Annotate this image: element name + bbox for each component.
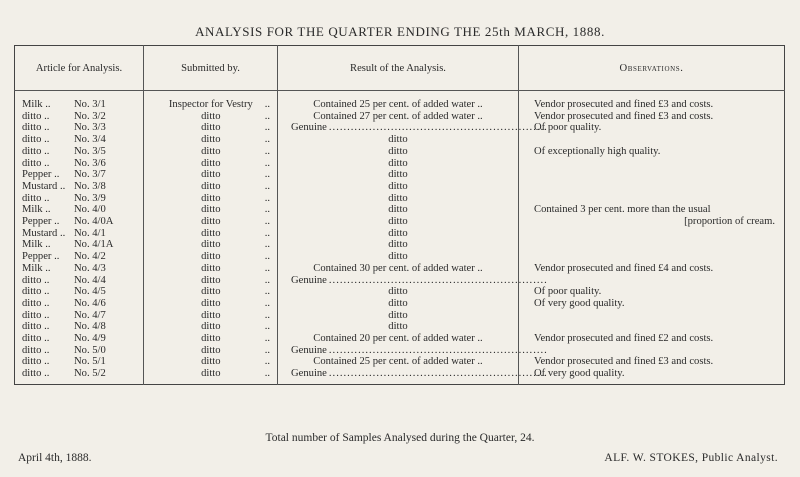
table-row xyxy=(15,275,785,287)
leader-dots: .. xyxy=(264,216,270,228)
sample-number: No. 3/9 xyxy=(74,192,106,204)
leader-dots: .. xyxy=(264,157,270,169)
header-observations: Observations. xyxy=(519,46,785,91)
article-cell xyxy=(15,122,144,134)
leader-dots: .. xyxy=(264,239,270,251)
table-row xyxy=(15,216,785,228)
submitted-by: ditto xyxy=(201,297,221,309)
result-text: ditto xyxy=(388,251,408,263)
result-cell xyxy=(278,321,519,333)
submitted-by: ditto xyxy=(201,157,221,169)
submitted-cell xyxy=(144,286,278,298)
submitted-by: ditto xyxy=(201,192,221,204)
leader-dots: .. xyxy=(264,274,270,286)
table-body xyxy=(15,91,785,385)
result-cell xyxy=(278,368,548,384)
result-cell xyxy=(278,228,519,240)
submitted-by: ditto xyxy=(201,368,221,380)
observation-text: Vendor prosecuted and fined £3 and costs. xyxy=(534,110,714,122)
total-samples: Total number of Samples Analysed during the Quarter, 24. xyxy=(265,432,535,444)
result-cell xyxy=(278,122,548,134)
submitted-by: ditto xyxy=(201,321,221,333)
observation-cell xyxy=(519,368,785,384)
result-cell xyxy=(278,181,519,193)
observation-cell xyxy=(519,310,785,322)
leader-dots: ............................................................ xyxy=(328,344,548,356)
article-cell xyxy=(15,251,144,263)
submitted-cell xyxy=(144,298,278,310)
sample-number: No. 4/1 xyxy=(74,227,106,239)
submitted-cell xyxy=(144,193,278,205)
table-row xyxy=(15,333,785,345)
observation-text: Of poor quality. xyxy=(534,286,602,298)
result-cell xyxy=(278,158,519,170)
submitted-cell xyxy=(144,99,278,111)
article-cell xyxy=(15,275,144,287)
submitted-by: ditto xyxy=(201,180,221,192)
result-cell xyxy=(278,356,519,368)
submitted-by: ditto xyxy=(201,204,221,216)
sample-number: No. 4/0A xyxy=(74,216,114,228)
article-name: ditto .. xyxy=(22,356,50,368)
result-cell xyxy=(278,204,519,216)
article-cell xyxy=(15,321,144,333)
leader-dots: .. xyxy=(264,286,270,298)
observation-cell xyxy=(519,122,785,134)
article-name: Pepper .. xyxy=(22,169,60,181)
sample-number: No. 5/0 xyxy=(74,344,106,356)
submitted-cell xyxy=(144,169,278,181)
result-text: ditto xyxy=(388,239,408,251)
result-cell xyxy=(278,344,548,357)
submitted-by: ditto xyxy=(201,145,221,157)
submitted-cell xyxy=(144,368,278,384)
result-text: ditto xyxy=(388,321,408,333)
result-cell xyxy=(278,274,548,287)
submitted-cell xyxy=(144,146,278,158)
sample-number: No. 4/3 xyxy=(74,262,106,274)
result-cell xyxy=(278,169,519,181)
result-cell xyxy=(278,146,519,158)
submitted-by: ditto xyxy=(201,169,221,181)
sample-number: No. 4/4 xyxy=(74,274,106,286)
table-header-row xyxy=(15,46,785,91)
article-name: ditto .. xyxy=(22,368,50,380)
observation-text: Of exceptionally high quality. xyxy=(534,145,661,157)
article-cell xyxy=(15,298,144,310)
submitted-cell xyxy=(144,134,278,146)
leader-dots: .. xyxy=(264,169,270,181)
article-cell xyxy=(15,228,144,240)
observation-text: Of very good quality. xyxy=(534,297,625,309)
observation-cell xyxy=(519,286,785,298)
submitted-by: ditto xyxy=(201,309,221,321)
observation-text: Vendor prosecuted and fined £3 and costs. xyxy=(534,99,714,110)
leader-dots: ............................................................ xyxy=(328,122,548,134)
leader-dots: .. xyxy=(264,145,270,157)
sample-number: No. 4/6 xyxy=(74,297,106,309)
article-name: ditto .. xyxy=(22,297,50,309)
observation-cell xyxy=(519,99,785,111)
article-name: ditto .. xyxy=(22,321,50,333)
leader-dots: .. xyxy=(264,251,270,263)
article-cell xyxy=(15,263,144,275)
submitted-cell xyxy=(144,158,278,170)
observation-cell xyxy=(519,146,785,158)
observation-text: Vendor prosecuted and fined £2 and costs. xyxy=(534,333,714,345)
table-row xyxy=(15,146,785,158)
submitted-cell xyxy=(144,111,278,123)
article-cell xyxy=(15,158,144,170)
leader-dots: .. xyxy=(264,309,270,321)
table-row xyxy=(15,356,785,368)
submitted-cell xyxy=(144,321,278,333)
article-cell xyxy=(15,181,144,193)
table-row xyxy=(15,158,785,170)
result-text: Contained 20 per cent. of added water .. xyxy=(313,333,483,345)
article-cell xyxy=(15,204,144,216)
submitted-cell xyxy=(144,122,278,134)
result-text: ditto xyxy=(388,157,408,169)
article-name: Milk .. xyxy=(22,262,51,274)
result-text: Genuine xyxy=(291,122,327,134)
observation-cell xyxy=(519,321,785,333)
observation-cell xyxy=(519,356,785,368)
header-article: Article for Analysis. xyxy=(15,46,144,91)
result-cell xyxy=(278,111,519,123)
table-row xyxy=(15,99,785,111)
table-row xyxy=(15,204,785,216)
observation-cell xyxy=(519,134,785,146)
report-date: April 4th, 1888. xyxy=(18,452,92,464)
observation-cell xyxy=(519,111,785,123)
article-name: Milk .. xyxy=(22,99,51,110)
leader-dots: .. xyxy=(264,262,270,274)
table-row xyxy=(15,286,785,298)
article-cell xyxy=(15,146,144,158)
leader-dots: ............................................................ xyxy=(328,368,548,380)
sample-number: No. 3/1 xyxy=(74,99,106,110)
article-cell xyxy=(15,368,144,384)
observation-cell xyxy=(519,204,785,216)
article-cell xyxy=(15,216,144,228)
result-text: ditto xyxy=(388,192,408,204)
article-cell xyxy=(15,286,144,298)
table-row xyxy=(15,122,785,134)
article-name: Pepper .. xyxy=(22,251,60,263)
article-name: ditto .. xyxy=(22,122,50,134)
submitted-cell xyxy=(144,204,278,216)
leader-dots: .. xyxy=(264,368,270,380)
observation-cell xyxy=(519,345,785,357)
observation-cell xyxy=(519,228,785,240)
result-cell xyxy=(278,216,519,228)
observation-text: [proportion of cream. xyxy=(684,216,775,228)
table-row xyxy=(15,169,785,181)
sample-number: No. 4/7 xyxy=(74,309,106,321)
result-cell xyxy=(278,239,519,251)
observation-text: Of poor quality. xyxy=(534,122,602,134)
sample-number: No. 3/4 xyxy=(74,134,106,146)
submitted-by: ditto xyxy=(201,262,221,274)
observation-cell xyxy=(519,263,785,275)
article-name: ditto .. xyxy=(22,344,50,356)
observation-cell xyxy=(519,193,785,205)
submitted-cell xyxy=(144,356,278,368)
submitted-cell xyxy=(144,216,278,228)
article-cell xyxy=(15,239,144,251)
result-text: ditto xyxy=(388,309,408,321)
leader-dots: .. xyxy=(264,321,270,333)
table-row xyxy=(15,193,785,205)
leader-dots: .. xyxy=(264,192,270,204)
submitted-by: ditto xyxy=(201,286,221,298)
result-text: Contained 27 per cent. of added water .. xyxy=(313,110,483,122)
result-text: Genuine xyxy=(291,344,327,356)
submitted-cell xyxy=(144,251,278,263)
sample-number: No. 4/2 xyxy=(74,251,106,263)
leader-dots: .. xyxy=(264,134,270,146)
leader-dots: ............................................................ xyxy=(328,274,548,286)
leader-dots: .. xyxy=(264,297,270,309)
table-row xyxy=(15,345,785,357)
result-text: ditto xyxy=(388,180,408,192)
result-text: ditto xyxy=(388,145,408,157)
result-cell xyxy=(278,193,519,205)
observation-cell xyxy=(519,298,785,310)
submitted-cell xyxy=(144,239,278,251)
article-cell xyxy=(15,193,144,205)
table-row xyxy=(15,251,785,263)
table-row xyxy=(15,263,785,275)
leader-dots: .. xyxy=(264,227,270,239)
sample-number: No. 3/2 xyxy=(74,110,106,122)
observation-cell xyxy=(519,251,785,263)
result-text: Contained 25 per cent. of added water .. xyxy=(313,356,483,368)
spacer-row xyxy=(15,91,785,100)
article-name: ditto .. xyxy=(22,333,50,345)
header-result: Result of the Analysis. xyxy=(278,46,519,91)
submitted-by: ditto xyxy=(201,239,221,251)
submitted-by: ditto xyxy=(201,251,221,263)
leader-dots: .. xyxy=(264,356,270,368)
article-name: ditto .. xyxy=(22,145,50,157)
article-name: ditto .. xyxy=(22,192,50,204)
observation-cell xyxy=(519,216,785,228)
article-name: Mustard .. xyxy=(22,227,66,239)
submitted-by: ditto xyxy=(201,227,221,239)
result-text: ditto xyxy=(388,216,408,228)
article-name: Pepper .. xyxy=(22,216,60,228)
result-cell xyxy=(278,134,519,146)
submitted-cell xyxy=(144,310,278,322)
article-name: ditto .. xyxy=(22,309,50,321)
result-text: ditto xyxy=(388,134,408,146)
submitted-cell xyxy=(144,275,278,287)
article-name: ditto .. xyxy=(22,134,50,146)
article-name: ditto .. xyxy=(22,274,50,286)
submitted-by: ditto xyxy=(201,134,221,146)
leader-dots: .. xyxy=(264,99,270,110)
observation-text: Of very good quality. xyxy=(534,368,625,380)
table-row xyxy=(15,321,785,333)
submitted-by: ditto xyxy=(201,274,221,286)
sample-number: No. 4/1A xyxy=(74,239,114,251)
analysis-table xyxy=(14,45,785,385)
observation-cell xyxy=(519,333,785,345)
observation-cell xyxy=(519,275,785,287)
result-text: Contained 30 per cent. of added water .. xyxy=(313,262,483,274)
table-row xyxy=(15,228,785,240)
result-text: ditto xyxy=(388,169,408,181)
result-cell xyxy=(278,310,519,322)
submitted-cell xyxy=(144,263,278,275)
submitted-by: ditto xyxy=(201,216,221,228)
article-cell xyxy=(15,169,144,181)
observation-text: Contained 3 per cent. more than the usual xyxy=(534,204,711,216)
table-row xyxy=(15,239,785,251)
article-cell xyxy=(15,356,144,368)
result-cell xyxy=(278,333,519,345)
article-cell xyxy=(15,99,144,111)
leader-dots: .. xyxy=(264,344,270,356)
observation-text: Vendor prosecuted and fined £3 and costs. xyxy=(534,356,714,368)
submitted-by: ditto xyxy=(201,356,221,368)
result-cell xyxy=(278,286,519,298)
article-name: ditto .. xyxy=(22,110,50,122)
result-text: Genuine xyxy=(291,368,327,380)
result-cell xyxy=(278,99,519,111)
article-cell xyxy=(15,333,144,345)
sample-number: No. 3/8 xyxy=(74,180,106,192)
sample-number: No. 4/8 xyxy=(74,321,106,333)
article-cell xyxy=(15,345,144,357)
observation-cell xyxy=(519,181,785,193)
sample-number: No. 4/5 xyxy=(74,286,106,298)
result-text: ditto xyxy=(388,297,408,309)
sample-number: No. 3/3 xyxy=(74,122,106,134)
result-text: Contained 25 per cent. of added water .. xyxy=(313,99,483,110)
article-name: Mustard .. xyxy=(22,180,66,192)
sample-number: No. 3/7 xyxy=(74,169,106,181)
sample-number: No. 3/5 xyxy=(74,145,106,157)
submitted-by: Inspector for Vestry xyxy=(168,99,253,110)
submitted-by: ditto xyxy=(201,333,221,345)
page-title: ANALYSIS FOR THE QUARTER ENDING THE 25th MARCH, 1888. xyxy=(195,24,605,39)
article-cell xyxy=(15,111,144,123)
table-row xyxy=(15,298,785,310)
analyst-signature: ALF. W. STOKES, Public Analyst. xyxy=(604,452,778,464)
sample-number: No. 4/9 xyxy=(74,333,106,345)
sample-number: No. 3/6 xyxy=(74,157,106,169)
sample-number: No. 5/1 xyxy=(74,356,106,368)
header-submitted: Submitted by. xyxy=(144,46,278,91)
table-row xyxy=(15,310,785,322)
result-cell xyxy=(278,251,519,263)
table-row xyxy=(15,134,785,146)
article-name: ditto .. xyxy=(22,157,50,169)
leader-dots: .. xyxy=(264,333,270,345)
article-cell xyxy=(15,134,144,146)
submitted-by: ditto xyxy=(201,344,221,356)
submitted-by: ditto xyxy=(201,110,221,122)
result-text: ditto xyxy=(388,286,408,298)
submitted-cell xyxy=(144,345,278,357)
table-row xyxy=(15,368,785,384)
article-name: Milk .. xyxy=(22,204,51,216)
submitted-cell xyxy=(144,181,278,193)
sample-number: No. 4/0 xyxy=(74,204,106,216)
result-text: Genuine xyxy=(291,274,327,286)
observation-cell xyxy=(519,169,785,181)
table-row xyxy=(15,181,785,193)
leader-dots: .. xyxy=(264,204,270,216)
article-name: Milk .. xyxy=(22,239,51,251)
leader-dots: .. xyxy=(264,122,270,134)
article-name: ditto .. xyxy=(22,286,50,298)
submitted-by: ditto xyxy=(201,122,221,134)
result-text: ditto xyxy=(388,227,408,239)
observation-text: Vendor prosecuted and fined £4 and costs. xyxy=(534,262,714,274)
result-cell xyxy=(278,263,519,275)
result-cell xyxy=(278,298,519,310)
sample-number: No. 5/2 xyxy=(74,368,106,380)
submitted-cell xyxy=(144,228,278,240)
table-row xyxy=(15,111,785,123)
leader-dots: .. xyxy=(264,180,270,192)
submitted-cell xyxy=(144,333,278,345)
observation-cell xyxy=(519,158,785,170)
leader-dots: .. xyxy=(264,110,270,122)
observation-cell xyxy=(519,239,785,251)
article-cell xyxy=(15,310,144,322)
result-text: ditto xyxy=(388,204,408,216)
